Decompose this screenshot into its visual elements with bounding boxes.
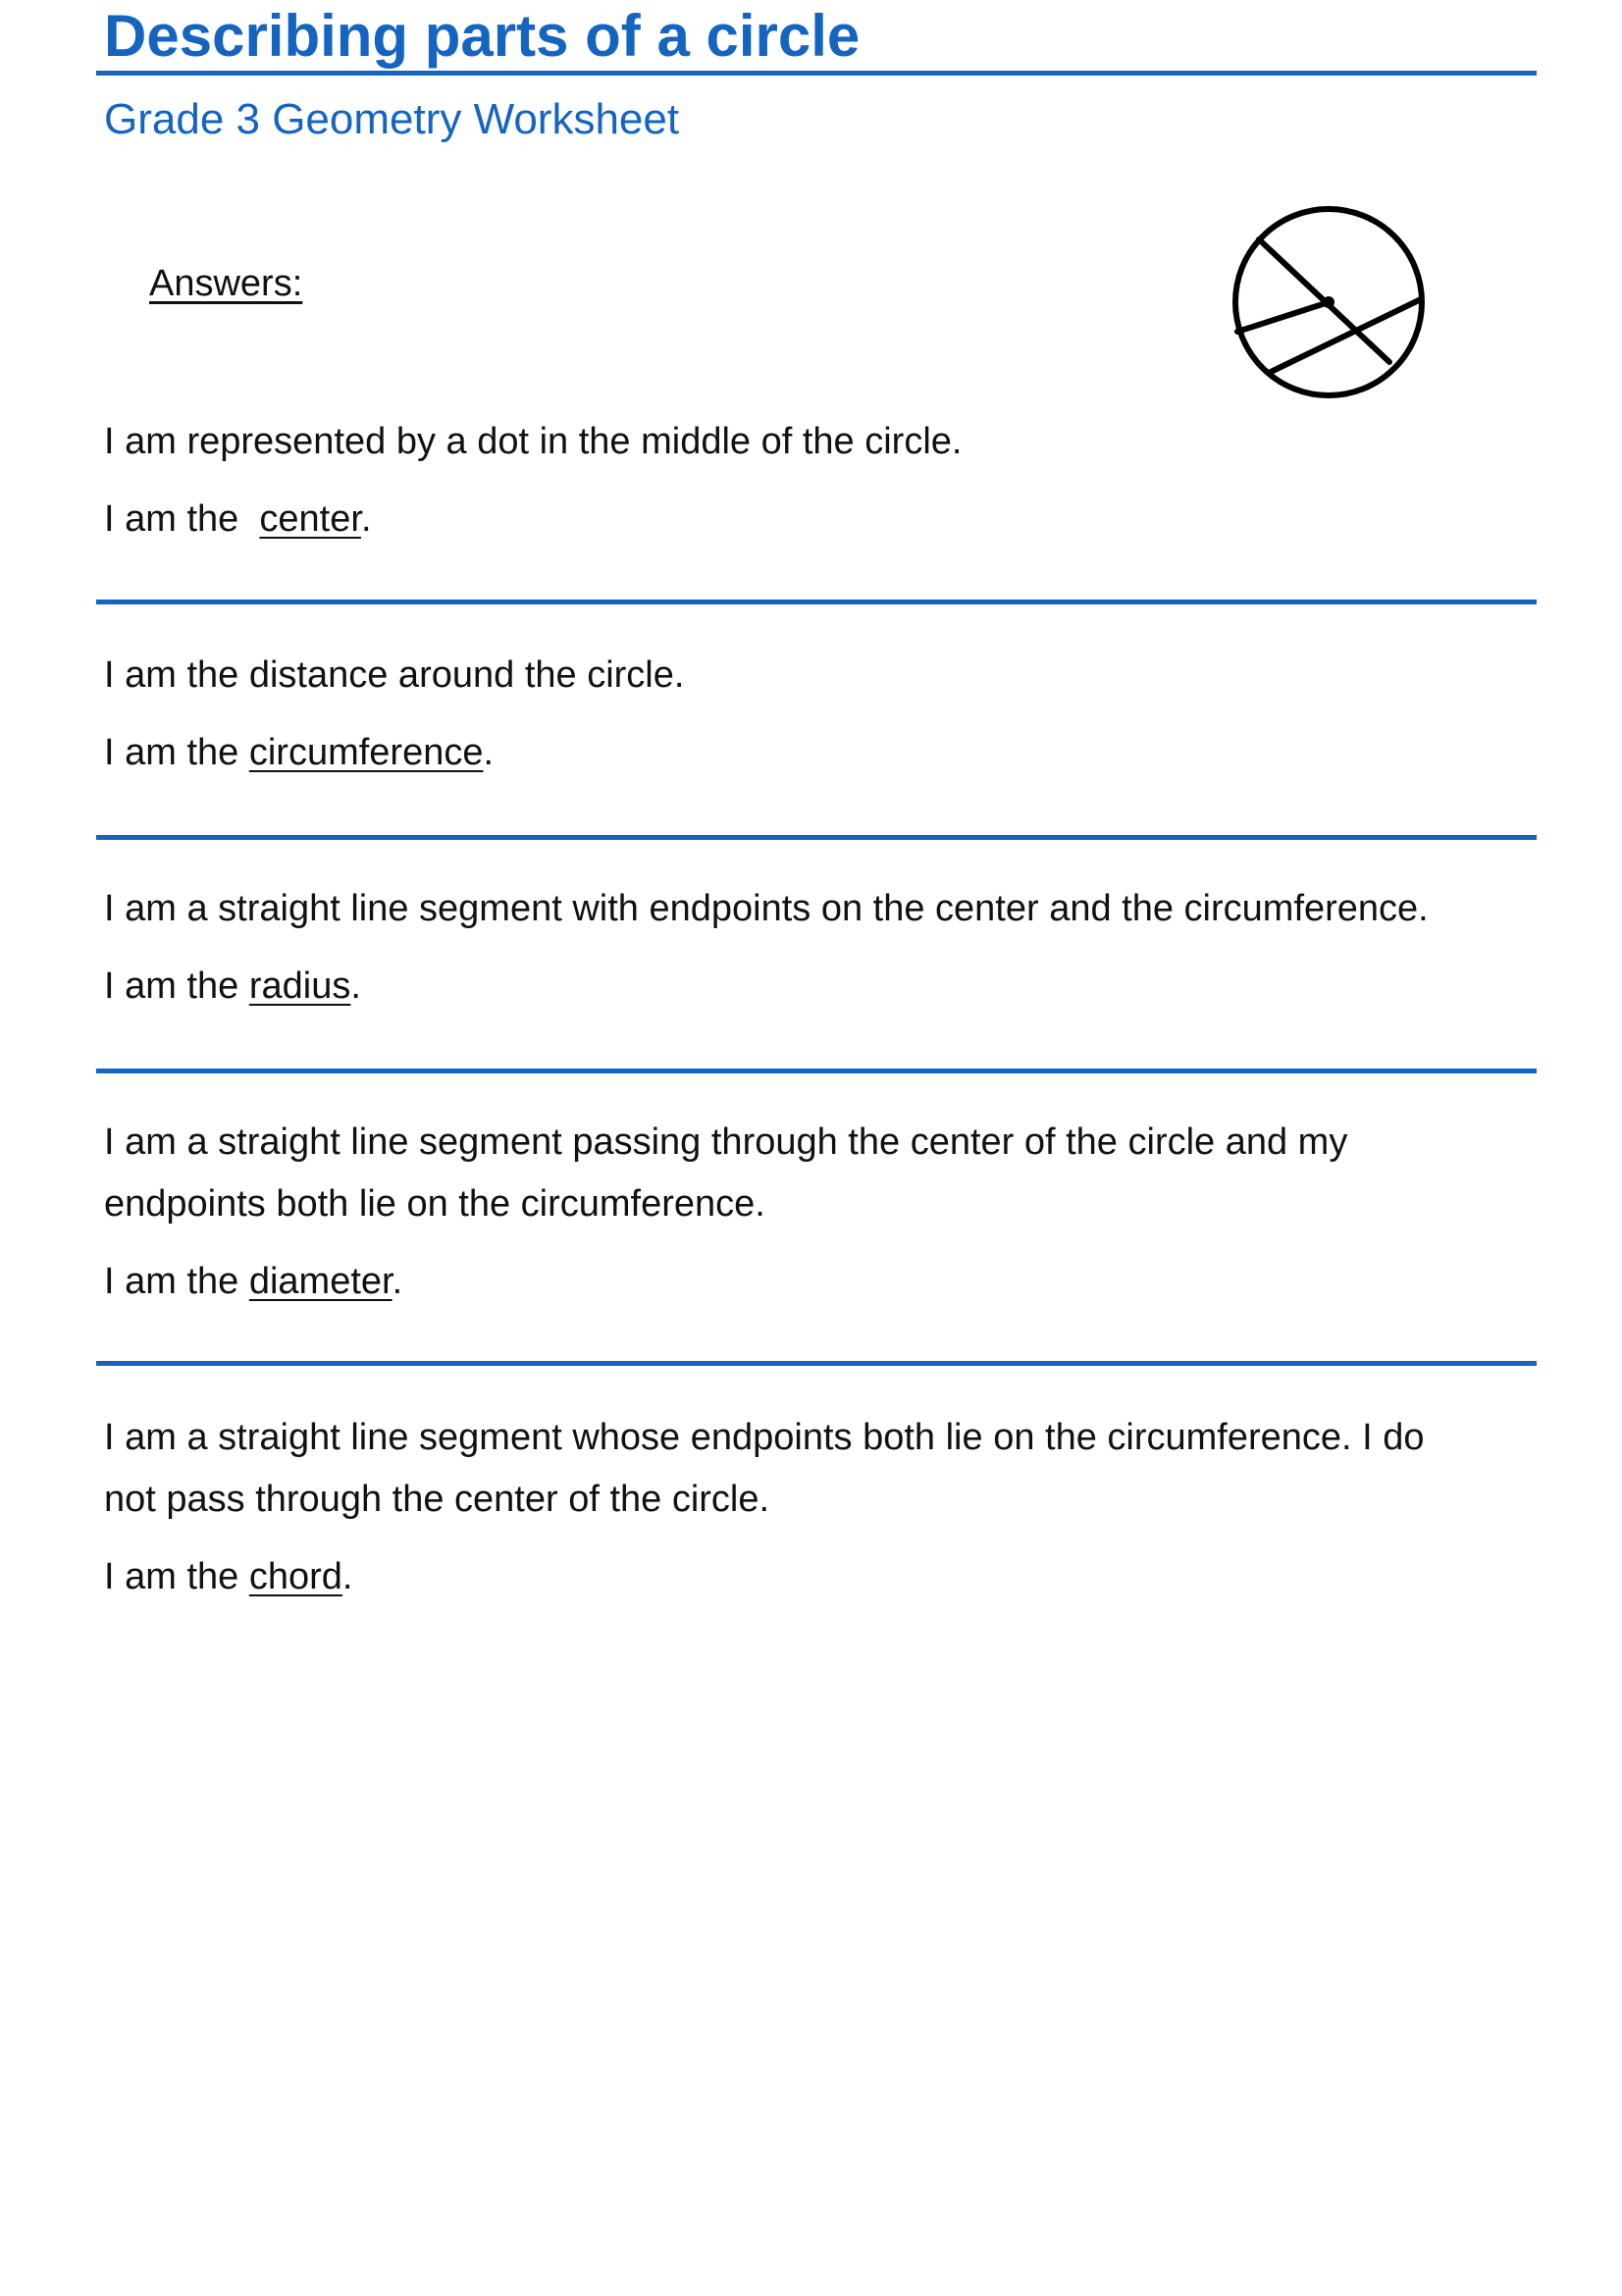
- answer-chord: chord: [248, 1556, 342, 1597]
- answer-line-center: [104, 495, 372, 544]
- circle-parts-icon: [1229, 202, 1429, 402]
- section-divider: [96, 1069, 1537, 1073]
- answer-line-chord: [104, 1552, 352, 1601]
- answer-diameter: diameter: [248, 1261, 392, 1302]
- answer-suffix: .: [350, 965, 361, 1007]
- title-divider: [96, 71, 1537, 76]
- center-dot: [1323, 296, 1334, 308]
- answer-prefix: I am the: [104, 1261, 249, 1302]
- answer-line-diameter: [104, 1257, 402, 1306]
- answer-radius: radius: [248, 965, 351, 1007]
- clue-chord-line-1: I am a straight line segment whose endpoints both lie on the circumference. I do: [104, 1417, 1425, 1458]
- answer-suffix: .: [341, 1556, 353, 1597]
- answer-suffix: .: [360, 498, 372, 540]
- answer-circumference: circumference: [248, 732, 484, 773]
- clue-diameter-line-1: I am a straight line segment passing through the center of the circle and my: [104, 1122, 1348, 1163]
- clue-circumference: I am the distance around the circle.: [104, 654, 685, 696]
- page-title: Describing parts of a circle: [104, 3, 861, 69]
- radius-line: [1237, 302, 1329, 332]
- answer-prefix: I am the: [104, 732, 249, 773]
- clue-center: I am represented by a dot in the middle of the circle.: [104, 421, 963, 462]
- section-divider: [96, 600, 1537, 604]
- clue-diameter-line-2: endpoints both lie on the circumference.: [104, 1183, 765, 1225]
- clue-radius: I am a straight line segment with endpoints on the center and the circumference.: [104, 888, 1429, 929]
- answer-line-radius: [104, 962, 361, 1011]
- answer-prefix: I am the: [104, 1556, 249, 1597]
- section-divider: [96, 1361, 1537, 1366]
- clue-chord-line-2: not pass through the center of the circle.: [104, 1479, 770, 1520]
- answers-label: Answers:: [149, 263, 303, 304]
- answer-prefix: I am the: [104, 498, 260, 540]
- section-divider: [96, 835, 1537, 840]
- answer-line-circumference: [104, 728, 494, 777]
- answer-suffix: .: [483, 732, 495, 773]
- answer-prefix: I am the: [104, 965, 249, 1007]
- page-subtitle: Grade 3 Geometry Worksheet: [104, 95, 680, 143]
- answer-suffix: .: [392, 1261, 403, 1302]
- answer-center: center: [259, 498, 361, 540]
